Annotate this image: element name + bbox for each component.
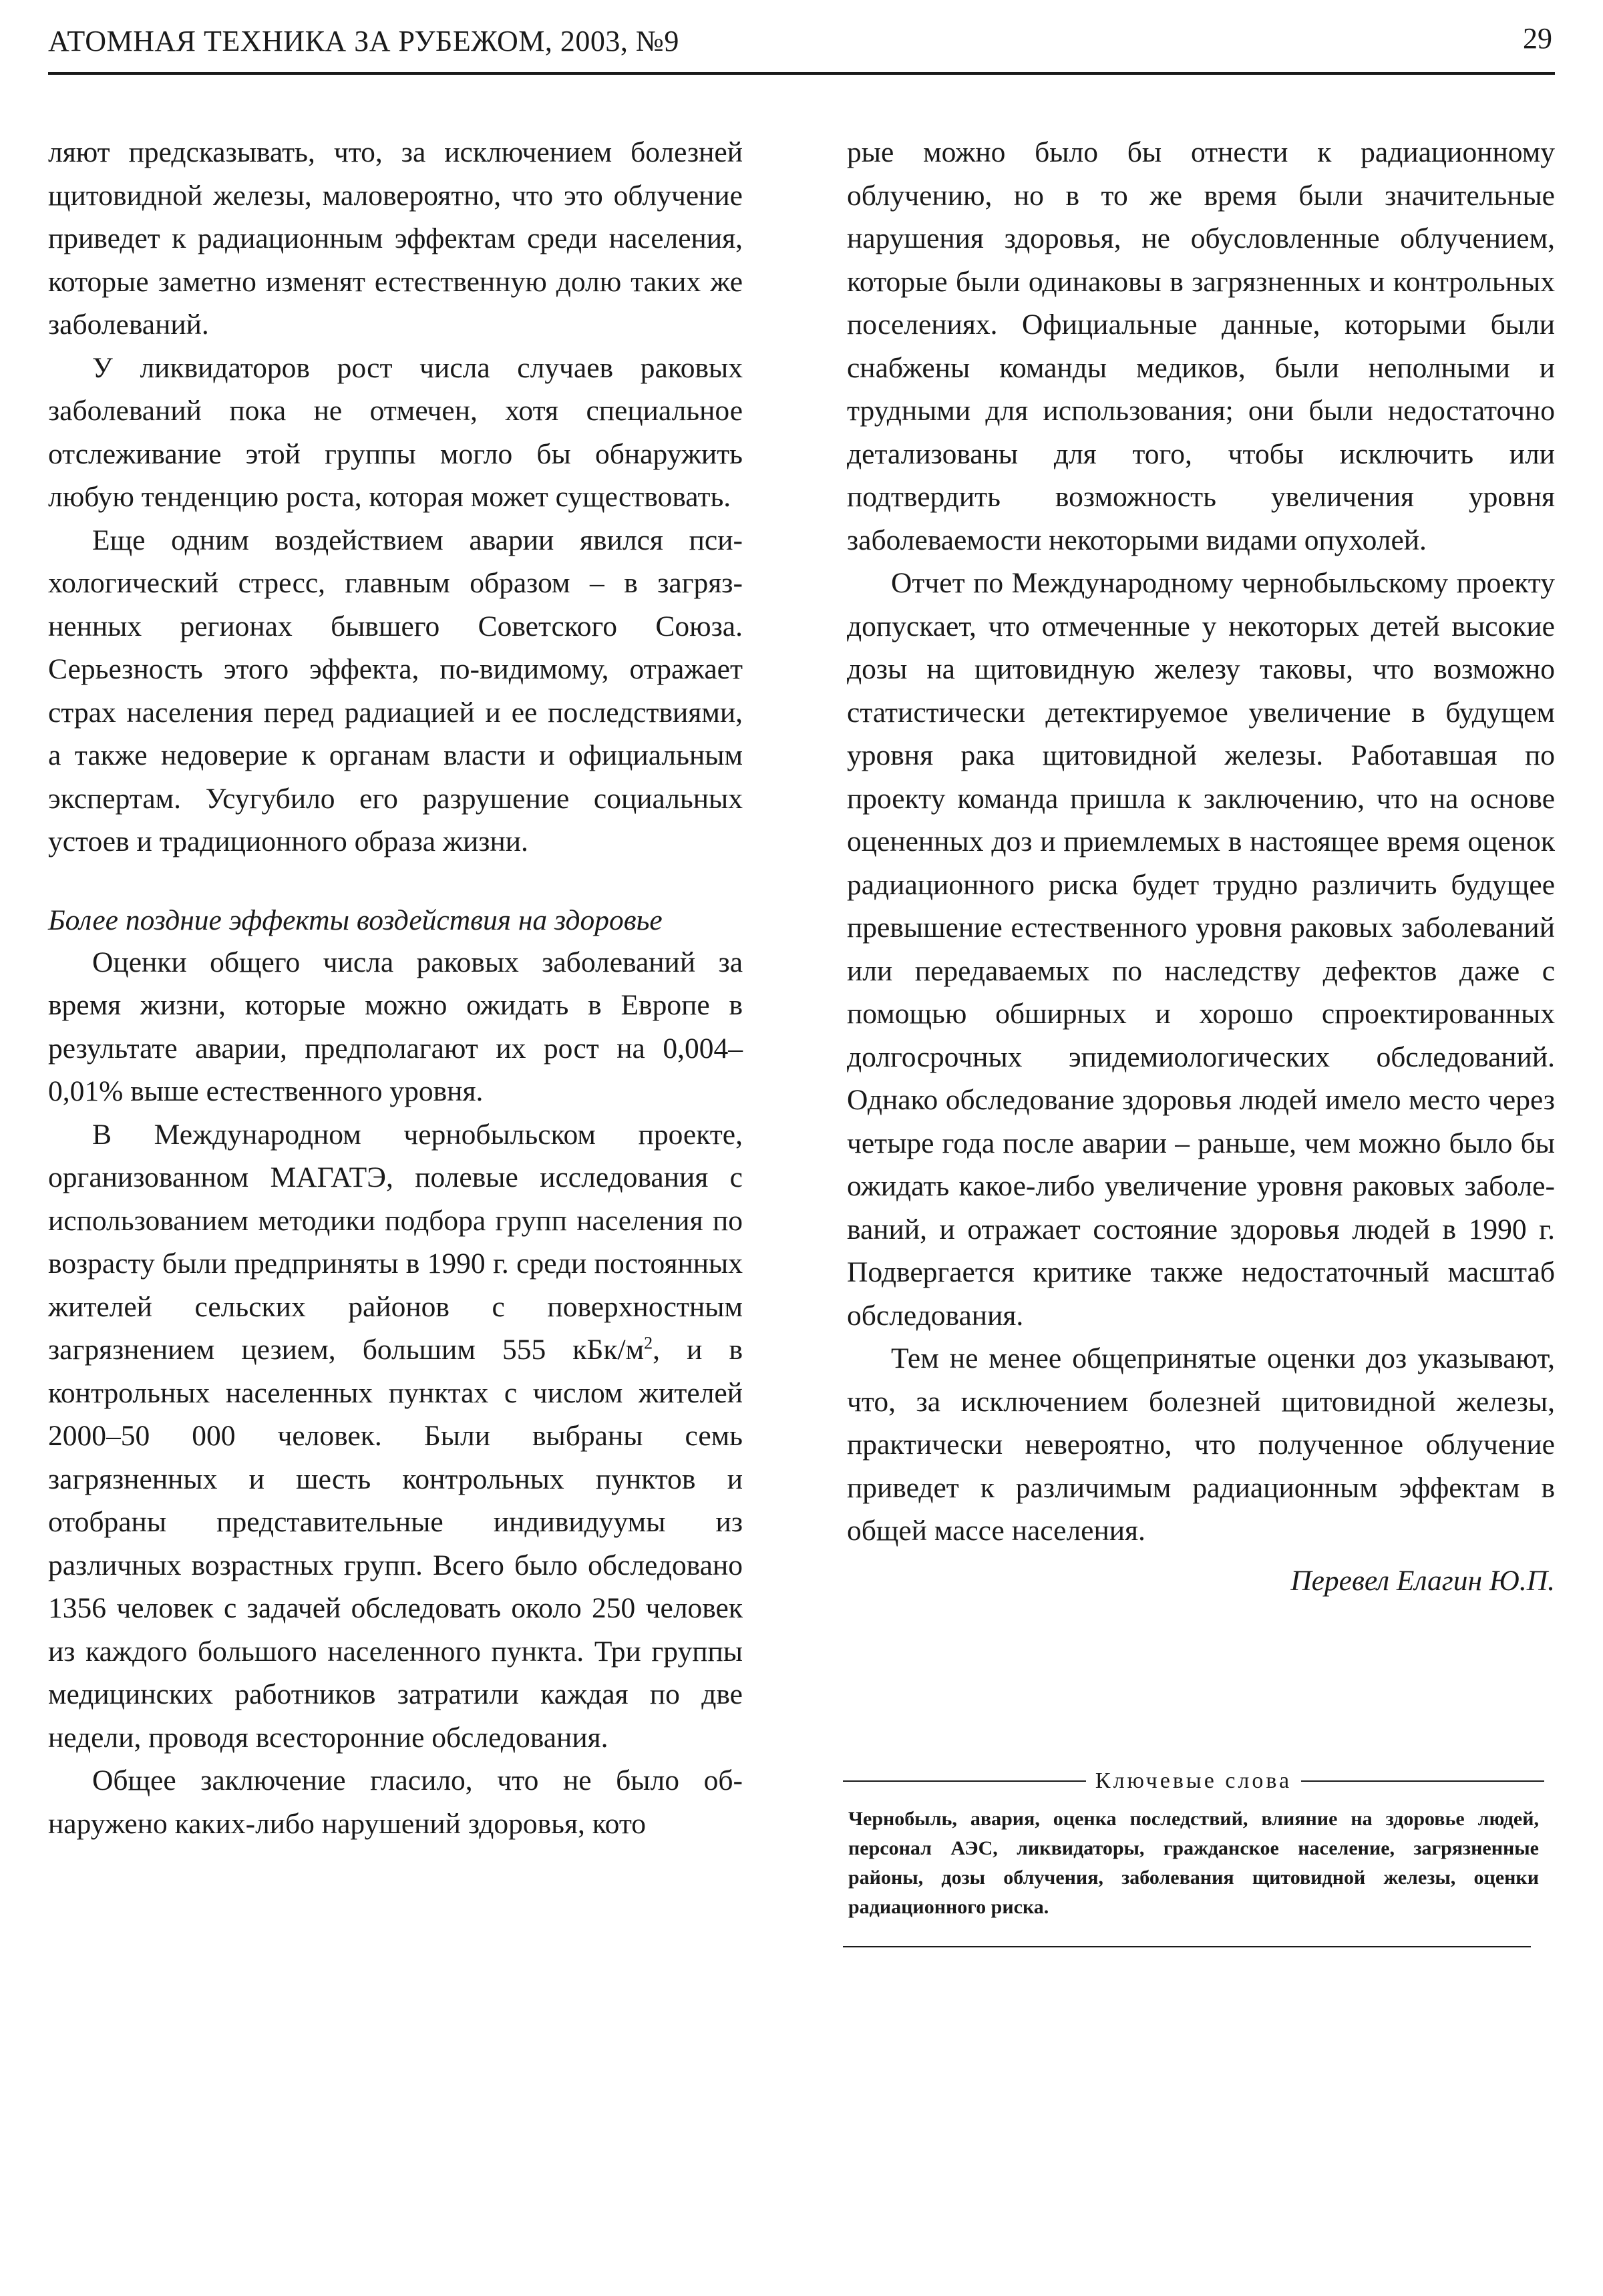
- page-number: 29: [1523, 22, 1552, 55]
- left-paragraph-3: Еще одним воздействием аварии явился психологический стресс, главным образом – в загрязненных регионах бывшего Советского Союза. Серьезность этого эффекта, по-видимому, отражает страх населения перед радиацией и ее последствиями, а также недоверие к органам власти и официальным экспертам. Усугубило его разрушение социальных устоев и традиционного образа жизни.: [48, 524, 743, 857]
- section-heading: Более поздние эффекты воздействия на здоровье: [48, 904, 663, 936]
- running-header: [48, 15, 1555, 75]
- translator-credit: Перевел Елагин Ю.П.: [1290, 1564, 1555, 1597]
- left-paragraph-1: ляют предсказывать, что, за исключением болезней щитовидной железы, маловероятно, что это облучение приведет к радиационным эффектам среди населения, которые заметно изменят естественную долю таких же заболеваний.: [48, 136, 743, 341]
- keywords-title-row: [843, 1768, 1544, 1794]
- keywords-box: [843, 1768, 1544, 1947]
- keywords-rule-right: [1301, 1780, 1544, 1782]
- left-paragraph-2: У ликвидаторов рост числа случаев раковых заболеваний пока не отмечен, хотя специальное отслеживание этой группы могло бы обнаружить любую тенденцию роста, которая может существовать.: [48, 351, 743, 513]
- left-paragraph-5: [48, 1113, 743, 1760]
- left-paragraph-5-start: В Международном чернобыльском проекте, организованном МАГАТЭ, полевые исследования с использованием методики подбора групп населения по возрасту были предприняты в 1990 г. среди постоянных жителей сельских районов с поверхностным загрязнением цезием, большим 555 кБк/м: [48, 1118, 743, 1366]
- left-paragraph-6: Общее заключение гласило, что не было обнаружено каких-либо нарушений здоровья, кото: [48, 1764, 743, 1840]
- keywords-text: Чернобыль, авария, оценка последствий, влияние на здоровье людей, персонал АЭС, ликвидаторы, гражданское население, загрязненные районы, дозы облучения, заболевания щитовидной железы, оценки радиационного риска.: [848, 1808, 1539, 1918]
- keywords-title: Ключевые слова: [1095, 1768, 1292, 1793]
- journal-title: АТОМНАЯ ТЕХНИКА ЗА РУБЕЖОМ, 2003, №9: [48, 25, 679, 57]
- right-paragraph-2: Отчет по Международному чернобыльскому проекту допускает, что отмеченные у некоторых детей высокие дозы на щитовидную железу таковы, что возможно статистически детектируемое увеличение в будущем уровня рака щитовидной железы. Работавшая по проекту команда пришла к заключению, что на основе оцененных доз и приемлемых в настоящее время оценок радиационного риска будет трудно различить будущее превышение естественного уровня раковых заболеваний или передаваемых по наследству дефектов даже с помощью обширных и хорошо спроектированных долгосрочных эпидемиологических обследований. Однако обследование здоровья людей имело место через четыре года после аварии – раньше, чем можно было бы ожидать какое-либо увеличение уровня раковых заболеваний, и отражает состояние здоровья людей в 1990 г. Подвергается критике также недостаточный масштаб обследования.: [847, 567, 1555, 1332]
- right-paragraph-3: Тем не менее общепринятые оценки доз указывают, что, за исключением болезней щитовидной железы, практически невероятно, что полученное облучение приведет к различимым радиационным эффектам в общей массе населения.: [847, 1342, 1555, 1547]
- keywords-rule-bottom: [843, 1946, 1531, 1947]
- right-paragraph-1: рые можно было бы отнести к радиационному облучению, но в то же время были значительные нарушения здоровья, не обусловленные облучением, которые были одинаковы в загрязненных и контрольных поселениях. Официальные данные, которыми были снабжены команды медиков, были неполными и трудными для использования; они были недостаточно детализованы для того, чтобы исключить или подтвердить возможность увеличения уровня заболеваемости некоторыми видами опухолей.: [847, 136, 1555, 556]
- keywords-rule-left: [843, 1780, 1086, 1782]
- left-paragraph-5-end: , и в контрольных населенных пунктах с числом жителей 2000–50 000 человек. Были выбраны семь загрязненных и шесть контрольных пунктов и отобраны представительные индивидуумы из различных возрастных групп. Всего было обследовано 1356 человек с задачей обследовать около 250 человек из каждого большого населенного пункта. Три группы медицинских работников затратили каждая по две недели, проводя всесторонние обследования.: [48, 1334, 743, 1754]
- superscript-2: 2: [644, 1333, 653, 1353]
- right-column: [847, 131, 1555, 1602]
- left-column: [48, 131, 743, 1845]
- left-paragraph-4: Оценки общего числа раковых заболеваний за время жизни, которые можно ожидать в Европе в результате аварии, предполагают их рост на 0,004–0,01% выше естественного уровня.: [48, 946, 743, 1107]
